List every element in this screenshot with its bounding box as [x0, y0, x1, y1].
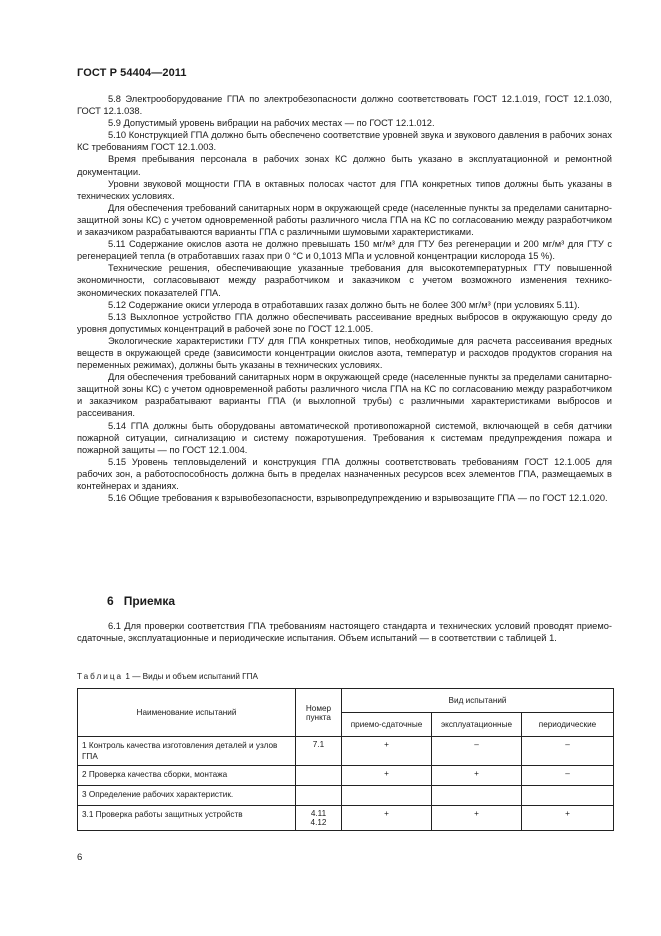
- acceptance-mark: [342, 786, 432, 806]
- table-row: [78, 786, 614, 806]
- periodic-mark: +: [522, 806, 614, 831]
- column-header-operational: эксплуатационные: [432, 713, 522, 737]
- table-caption-label: Таблица: [77, 672, 124, 681]
- paragraph: Уровни звуковой мощности ГПА в октавных полосах частот для ГПА конкретных типов должны быть указаны в технических условиях.: [77, 178, 612, 201]
- operational-mark: [432, 786, 522, 806]
- item-number-1: 7.1: [312, 740, 325, 749]
- section-5-body: [77, 93, 612, 504]
- paragraph: 5.12 Содержание окиси углерода в отработавших газах должно быть не более 300 мг/м³ (при условиях 5.11).: [108, 299, 580, 310]
- acceptance-mark: +: [342, 766, 432, 786]
- table-row: [78, 737, 614, 766]
- item-number: [296, 786, 342, 806]
- section-6-body: [77, 620, 612, 644]
- paragraph: Для обеспечения требований санитарных норм в окружающей среде (населенные пункты за пределами санитарно-защитной зоны КС) с учетом одновременной работы различного числа ГПА на КС по согласованию между разработчиком и заказчиком разрабатываются варианты ГПА с различными шумовыми характеристиками.: [77, 202, 612, 238]
- table-row: [78, 766, 614, 786]
- paragraph: Технические решения, обеспечивающие указанные требования для высокотемпературных ГТУ повышенной экономичности, согласовывают между разработчиком и заказчиком с учетом возможного изменения технико-экономических показателей ГПА.: [77, 263, 612, 298]
- operational-mark: +: [432, 806, 522, 831]
- column-header-item-line2: пункта: [306, 712, 331, 722]
- test-name: 3 Определение рабочих характеристик.: [78, 786, 296, 806]
- operational-mark: +: [432, 766, 522, 786]
- paragraph: Время пребывания персонала в рабочих зонах КС должно быть указано в эксплуатационной и ремонтной документации.: [77, 154, 612, 177]
- column-header-periodic: периодические: [522, 713, 614, 737]
- column-header-kinds: Вид испытаний: [342, 689, 614, 713]
- paragraph: 5.16 Общие требования к взрывобезопасности, взрывопредупреждению и взрывозащите ГПА — по ГОСТ 12.1.020.: [108, 493, 608, 504]
- section-title: Приемка: [123, 594, 176, 608]
- paragraph: 5.14 ГПА должны быть оборудованы автоматической противопожарной системой, включающей в себя датчики пожарной ситуации, сигнализацию и систему пожаротушения. Требования к системам предупреждения пожара и пожарной защиты — по ГОСТ 12.1.004.: [77, 420, 612, 455]
- table-caption: [77, 672, 258, 681]
- item-number: [296, 737, 342, 766]
- column-header-name: Наименование испытаний: [78, 689, 296, 737]
- periodic-mark: [522, 786, 614, 806]
- paragraph: 5.8 Электрооборудование ГПА по электробезопасности должно соответствовать ГОСТ 12.1.019, ГОСТ 12.1.030, ГОСТ 12.1.038.: [77, 94, 612, 117]
- section-6-heading: [107, 594, 175, 608]
- item-number-1: 4.11: [310, 809, 327, 818]
- periodic-mark: –: [522, 737, 614, 766]
- column-header-item-line1: Номер: [305, 703, 332, 713]
- page-number: 6: [77, 852, 83, 863]
- tests-table: [77, 688, 614, 831]
- item-number: [296, 806, 342, 831]
- paragraph: 5.10 Конструкцией ГПА должно быть обеспечено соответствие уровней звука и звукового давления в рабочих зонах КС требованиям ГОСТ 12.1.003.: [77, 130, 612, 153]
- table-header-row: [78, 689, 614, 713]
- paragraph: 5.11 Содержание окислов азота не должно превышать 150 мг/м³ для ГТУ без регенерации и 200 мг/м³ для ГТУ с регенерацией тепла (в отработавших газах при 0 °С и 0,1013 МПа и условной концентрации кислорода 15 %).: [77, 239, 612, 262]
- paragraph: 6.1 Для проверки соответствия ГПА требованиям настоящего стандарта и технических условий проводят приемо-сдаточные, эксплуатационные и периодические испытания. Объем испытаний — в соответствии с таблицей 1.: [77, 621, 612, 644]
- column-header-acceptance: приемо-сдаточные: [342, 713, 432, 737]
- paragraph: Экологические характеристики ГТУ для ГПА конкретных типов, необходимые для расчета рассеивания вредных веществ в окружающей среде (зависимости концентрации окислов азота, температур и расходов продуктов сгорания на переменных режимах), должны быть указаны в технических условиях.: [77, 335, 612, 371]
- paragraph: 5.9 Допустимый уровень вибрации на рабочих местах — по ГОСТ 12.1.012.: [108, 118, 435, 129]
- paragraph: 5.15 Уровень тепловыделений и конструкция ГПА должны соответствовать требованиям ГОСТ 12.1.005 для рабочих зон, а работоспособность должна быть в пределах назначенных ресурсов всех элементов ГПА, размещаемых в контейнерах и зданиях.: [77, 456, 612, 491]
- periodic-mark: –: [522, 766, 614, 786]
- document-header: ГОСТ Р 54404—2011: [77, 67, 187, 79]
- table-row: [78, 806, 614, 831]
- test-name: 1 Контроль качества изготовления деталей и узлов ГПА: [78, 737, 296, 766]
- paragraph: 5.13 Выхлопное устройство ГПА должно обеспечивать рассеивание вредных выбросов в окружающую среду до уровня допустимых концентраций в рабочей зоне по ГОСТ 12.1.005.: [77, 311, 612, 334]
- operational-mark: –: [432, 737, 522, 766]
- acceptance-mark: +: [342, 806, 432, 831]
- test-name: 3.1 Проверка работы защитных устройств: [78, 806, 296, 831]
- item-number-2: 4.12: [310, 818, 327, 827]
- acceptance-mark: +: [342, 737, 432, 766]
- table-caption-text: 1 — Виды и объем испытаний ГПА: [125, 672, 258, 681]
- paragraph: Для обеспечения требований санитарных норм в окружающей среде (населенные пункты за пределами санитарно-защитной зоны КС) с учетом одновременной работы различного числа ГПА на КС по согласованию между разработчиком и заказчиком разрабатывают варианты ГПА (и выхлопной трубы) с различными характеристиками выбросов и рассеивания.: [77, 372, 612, 419]
- test-name: 2 Проверка качества сборки, монтажа: [78, 766, 296, 786]
- item-number: [296, 766, 342, 786]
- section-number: 6: [107, 594, 114, 608]
- column-header-item: [296, 689, 342, 737]
